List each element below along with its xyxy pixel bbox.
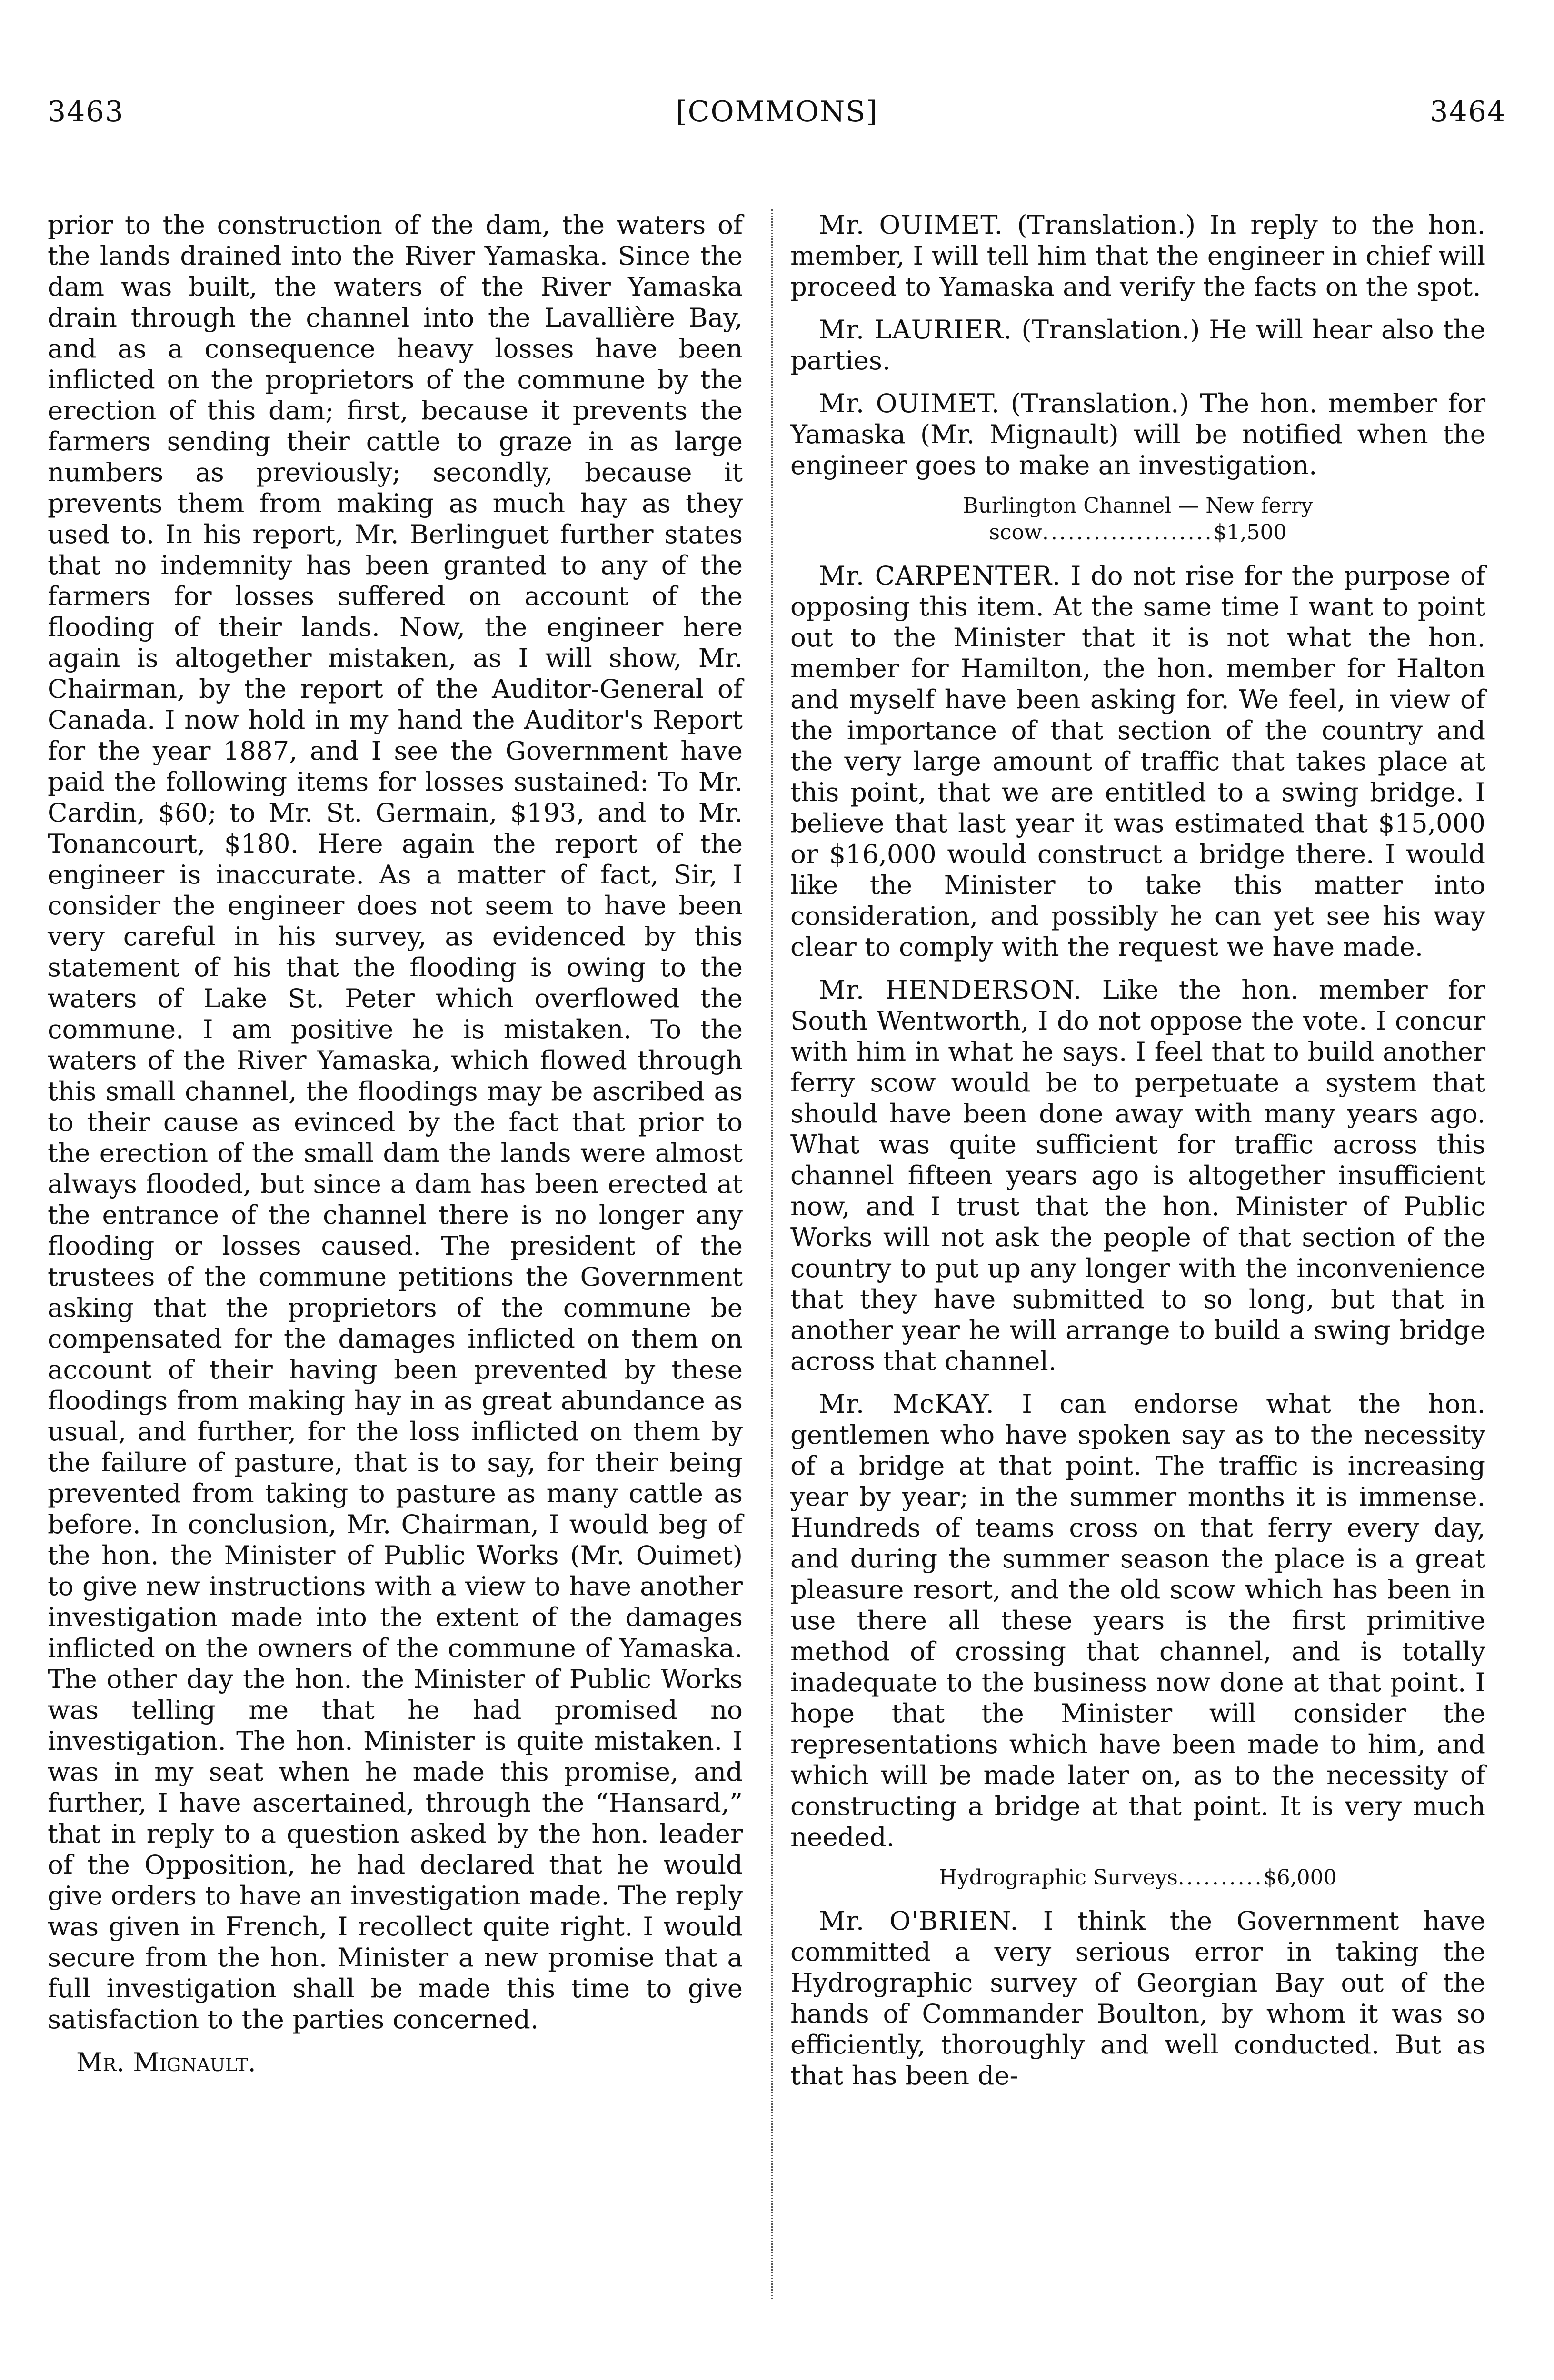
speech-text: I can endorse what the hon. gentlemen who have spoken say as to the necessity of a bridge at that point. The traffic is increasing year by year; in the summer months it is immense. Hundreds of teams cross on that ferry every day, and during the summer season the place is a great pleasure resort, and the old scow which has been in use there all these years is the first primitive method of crossing that channel, and is totally inadequate to the business now done at that point. I hope that the Minister will consider the representations which have been made to him, and which will be made later on, as to the necessity of constructing a bridge at that point. It is very much needed. <box>790 1388 1485 1852</box>
speech-text: (Translation.) He will hear also the parties. <box>790 314 1485 376</box>
leader-dots: .......... <box>1177 1865 1264 1890</box>
budget-item-label: Hydrographic Surveys <box>939 1865 1178 1890</box>
speech-paragraph <box>790 1905 1485 2091</box>
page-header <box>48 95 1506 138</box>
speech-paragraph <box>790 974 1485 1377</box>
right-column <box>790 209 1485 2103</box>
speech-text: Like the hon. member for South Wentworth, I do not oppose the vote. I concur with him in what he says. I feel that to build another ferry scow would be to perpetuate a system that should have been done away with many years ago. What was quite sufficient for traffic across this channel fifteen years ago is altogether insufficient now, and I trust that the hon. Minister of Public Works will not ask the people of that section of the country to put up any longer with the inconvenience that they have submitted to so long, but that in another year he will arrange to build a swing bridge across that channel. <box>790 974 1485 1376</box>
speech-paragraph: prior to the construction of the dam, the waters of the lands drained into the River Yamaska. Since the dam was built, the waters of the River Yamaska drain through the channel into the Lavallière Bay, and as a consequence heavy losses have been inflicted on the proprietors of the commune by the erection of this dam; first, because it prevents the farmers sending their cattle to graze in as large numbers as previously; secondly, because it prevents them from making as much hay as they used to. In his report, Mr. Berlinguet further states that no indemnity has been granted to any of the farmers for losses suffered on account of the flooding of their lands. Now, the engineer here again is altogether mistaken, as I will show, Mr. Chairman, by the report of the Auditor-General of Canada. I now hold in my hand the Auditor's Report for the year 1887, and I see the Government have paid the following items for losses sustained: To Mr. Cardin, $60; to Mr. St. Germain, $193, and to Mr. Tonancourt, $180. Here again the report of the engineer is inaccurate. As a matter of fact, Sir, I consider the engineer does not seem to have been very careful in his survey, as evidenced by this statement of his that the flooding is owing to the waters of Lake St. Peter which overflowed the commune. I am positive he is mistaken. To the waters of the River Yamaska, which flowed through this small channel, the floodings may be ascribed as to their cause as evinced by the fact that prior to the erection of the small dam the lands were almost always flooded, but since a dam has been erected at the entrance of the channel there is no longer any flooding or losses caused. The president of the trustees of the commune petitions the Government asking that the proprietors of the commune be compensated for the damages inflicted on them on account of their having been prevented by these floodings from making hay in as great abundance as usual, and further, for the loss inflicted on them by the failure of pasture, that is to say, for their being prevented from taking to pasture as many cattle as before. In conclusion, Mr. Chairman, I would beg of the hon. the Minister of Public Works (Mr. Ouimet) to give new instructions with a view to have another investigation made into the extent of the damages inflicted on the owners of the commune of Yamaska. The other day the hon. the Minister of Public Works was telling me that he had promised no investigation. The hon. Minister is quite mistaken. I was in my seat when he made this promise, and further, I have ascertained, through the “Hansard,” that in reply to a question asked by the hon. leader of the Opposition, he had declared that he would give orders to have an investigation made. The reply was given in French, I recollect quite right. I would secure from the hon. Minister a new promise that a full investigation shall be made this time to give satisfaction to the parties concerned. <box>48 209 743 2034</box>
speech-paragraph <box>790 560 1485 962</box>
budget-item <box>819 1864 1457 1891</box>
budget-item-title: Burlington Channel — New ferry <box>963 494 1313 518</box>
left-column <box>48 209 743 2090</box>
speaker-name: Mr. CARPENTER. <box>819 560 1061 591</box>
speech-text: I think the Government have committed a very serious error in taking the Hydrographic survey of Georgian Bay out of the hands of Commander Boulton, by whom it was so efficiently, thoroughly and well conducted. But as that has been de- <box>790 1905 1486 2091</box>
leader-dots: .................... <box>1042 520 1214 545</box>
speaker-name: Mr. OUIMET. <box>819 209 1003 240</box>
speaker-signature: Mr. Mignault. <box>76 2047 256 2077</box>
budget-item-amount: $6,000 <box>1263 1865 1337 1890</box>
speech-text: (Translation.) In reply to the hon. member, I will tell him that the engineer in chief will proceed to Yamaska and verify the facts on the spot. <box>790 209 1486 302</box>
speech-paragraph <box>790 388 1485 481</box>
column-divider <box>771 209 773 2299</box>
speech-text: (Translation.) The hon. member for Yamaska (Mr. Mignault) will be notified when the engineer goes to make an investigation. <box>790 388 1485 480</box>
budget-item-label: scow <box>989 520 1042 545</box>
budget-item-line <box>819 519 1457 546</box>
budget-item-amount: $1,500 <box>1213 520 1287 545</box>
budget-item <box>819 493 1457 546</box>
page-number-right: 3464 <box>1430 95 1506 129</box>
page-number-left: 3463 <box>48 95 124 129</box>
speaker-name: Mr. McKAY. <box>819 1388 995 1419</box>
speaker-name: Mr. O'BRIEN. <box>819 1905 1019 1936</box>
speech-text: I do not rise for the purpose of opposing this item. At the same time I want to point out to the Minister that it is not what the hon. member for Hamilton, the hon. member for Halton and myself have been asking for. We feel, in view of the importance of that section of the country and the very large amount of traffic that takes place at this point, that we are entitled to a swing bridge. I believe that last year it was estimated that $15,000 or $16,000 would construct a bridge there. I would like the Minister to take this matter into consideration, and possibly he can yet see his way clear to comply with the request we have made. <box>790 560 1486 962</box>
speaker-name: Mr. HENDERSON. <box>819 974 1082 1005</box>
page-title: [COMMONS] <box>676 95 878 129</box>
speaker-name: Mr. OUIMET. <box>819 388 1000 418</box>
speaker-name: Mr. LAURIER. <box>819 314 1013 345</box>
speech-paragraph <box>790 209 1485 302</box>
speech-paragraph <box>790 1388 1485 1853</box>
speech-paragraph <box>790 314 1485 376</box>
